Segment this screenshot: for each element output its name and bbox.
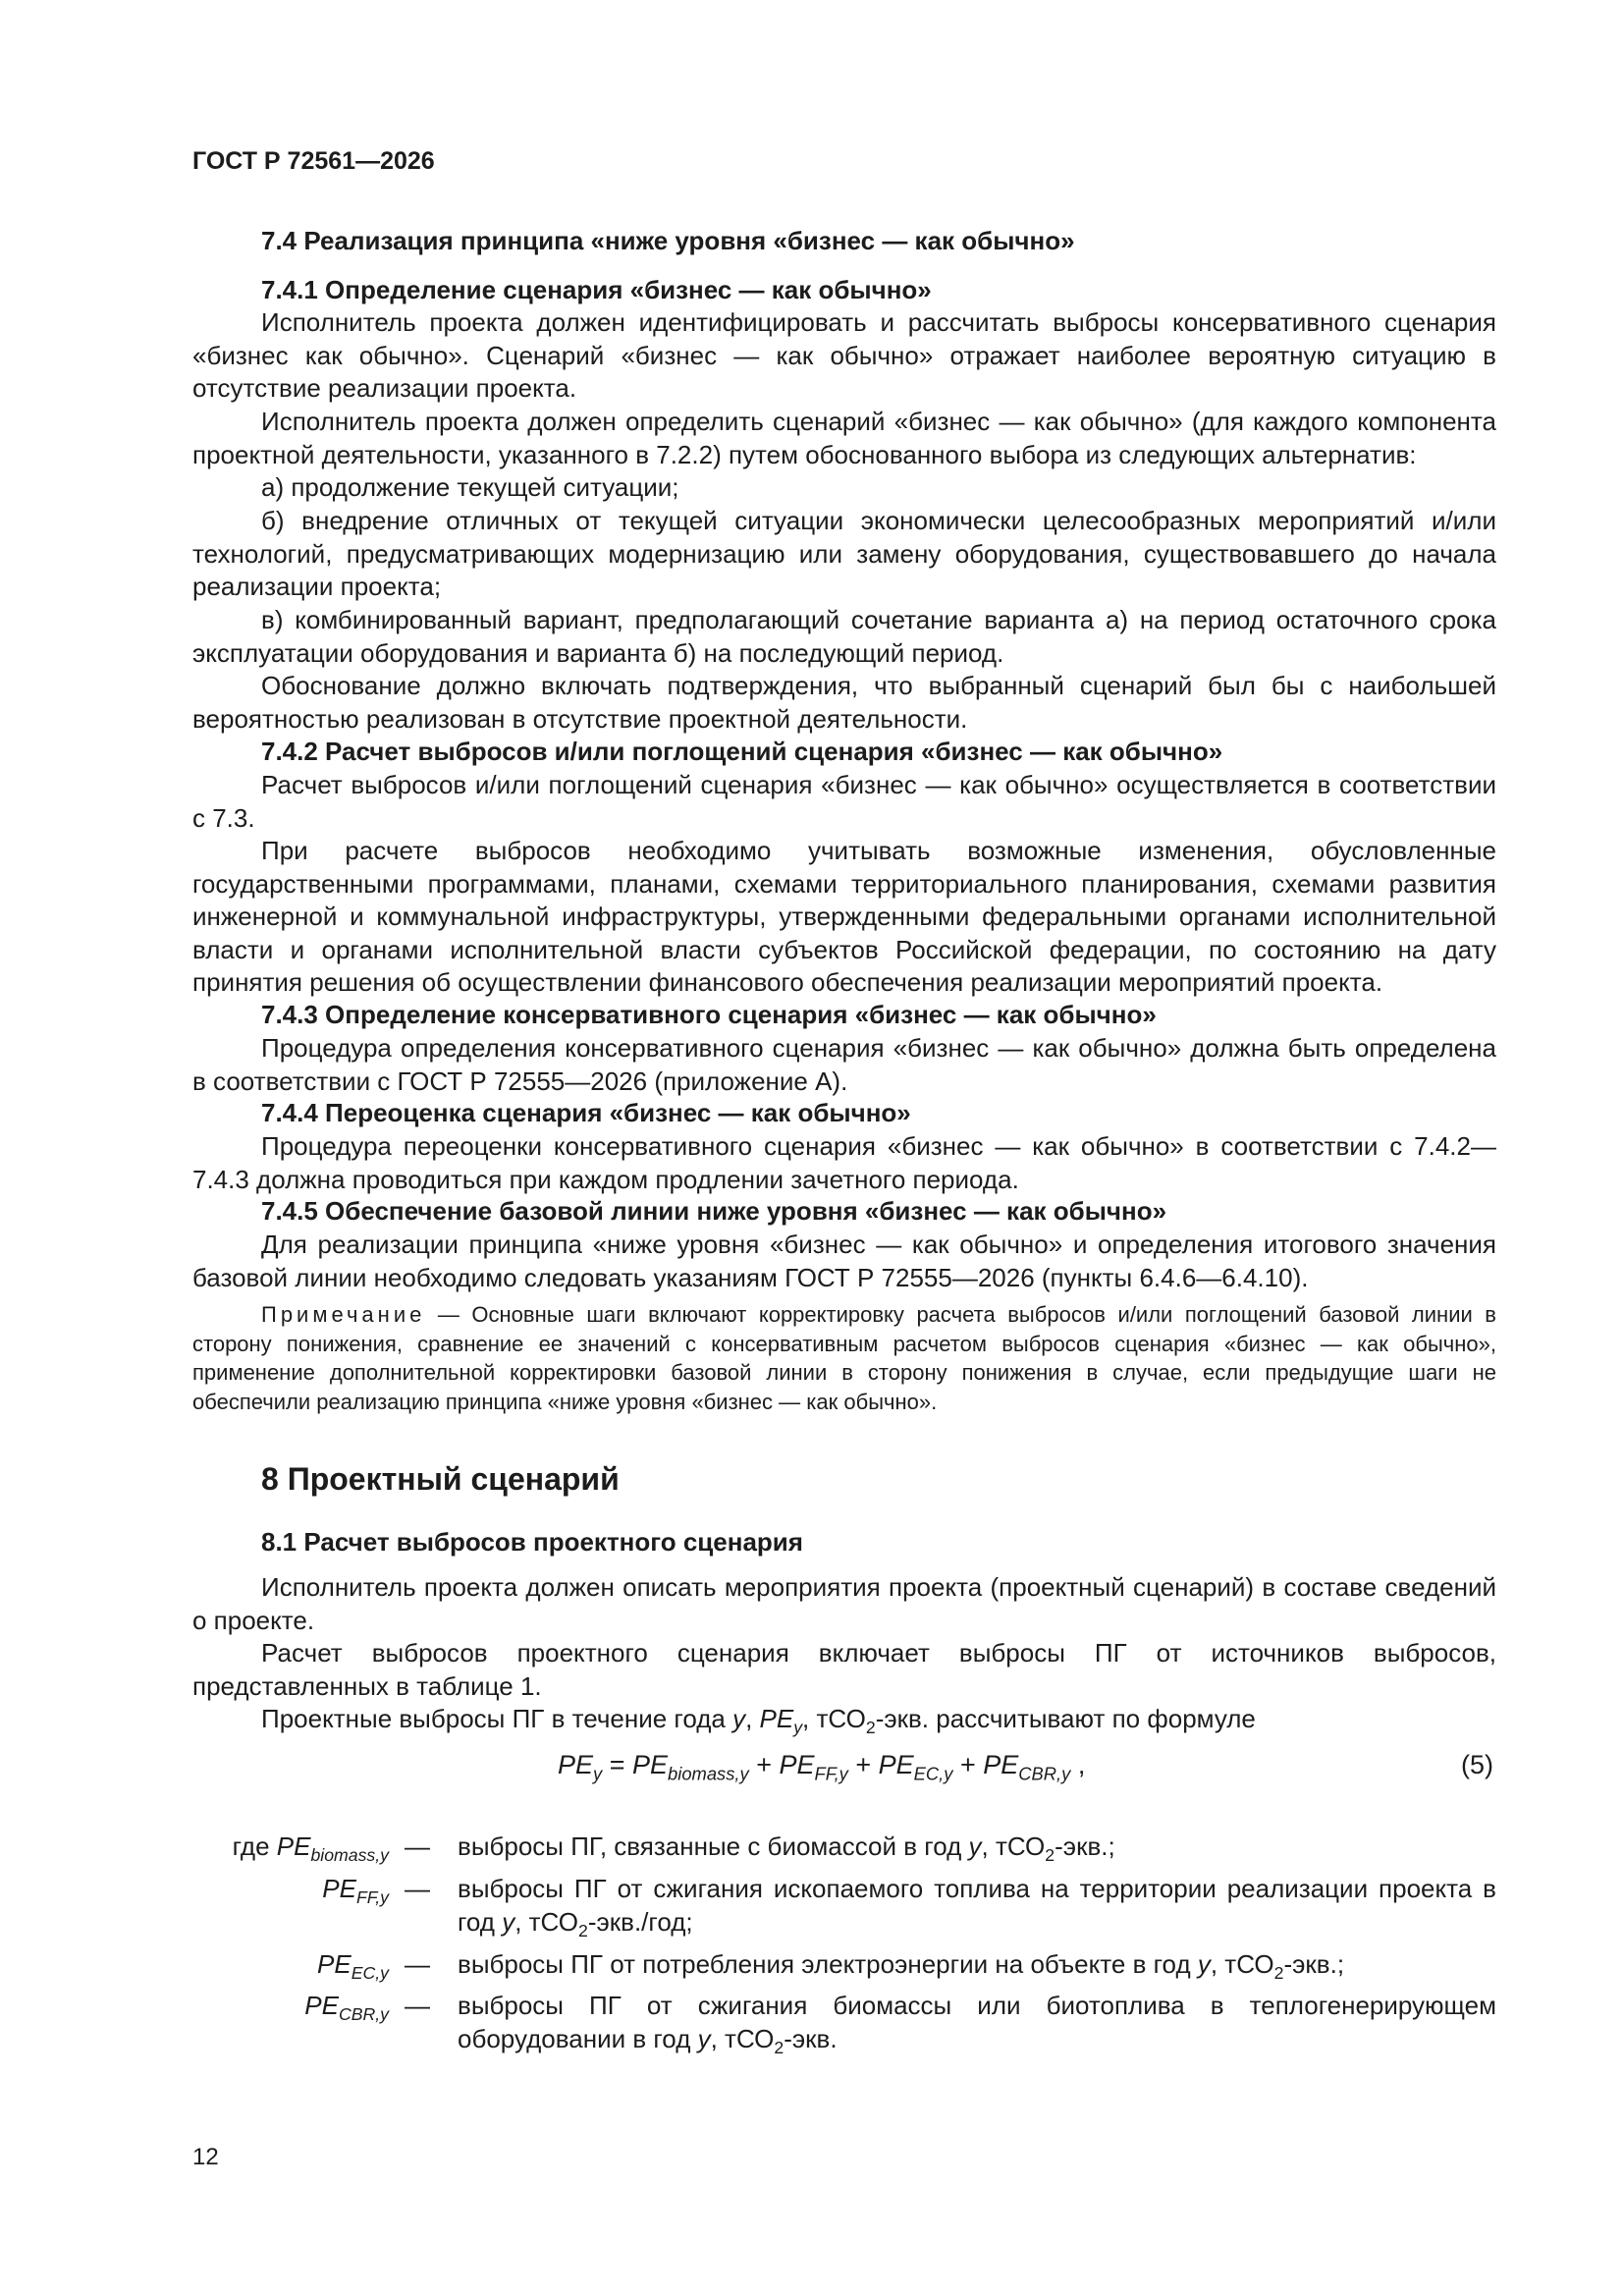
paragraph: Процедура определения консервативного сценария «бизнес — как обычно» должна быть определена в соответствии с ГОСТ Р 72555—2026 (приложение А).: [192, 1033, 1496, 1096]
where-symbol: $PE_{FF,y}$: [322, 1874, 389, 1908]
paragraph: Проектные выбросы ПГ в течение года y, $PE_y$, тСО$_2$-экв. рассчитывают по формуле: [261, 1704, 1256, 1738]
where-row: [192, 1948, 1496, 1988]
paragraph: Исполнитель проекта должен определить сценарий «бизнес — как обычно» (для каждого компонента проектной деятельности, указанного в 7.2.2) путем обоснованного выбора из следующих альтернатив:: [192, 407, 1496, 469]
where-description: выбросы ПГ от потребления электроэнергии на объекте в год y, тСО$_2$-экв.;: [458, 1949, 1345, 1984]
where-dash: —: [405, 1831, 430, 1861]
where-description: выбросы ПГ от сжигания биомассы или биотоплива в теплогенерирующем оборудовании в год y, тСО$_2$-экв.: [458, 1991, 1496, 2057]
note-label: Примечание: [261, 1302, 426, 1327]
paragraph: Расчет выбросов проектного сценария включает выбросы ПГ от источников выбросов, представленных в таблице 1.: [192, 1638, 1496, 1701]
where-row: [192, 1873, 1496, 1941]
list-item: б) внедрение отличных от текущей ситуации экономически целесообразных мероприятий и/или технологий, предусматривающих модернизацию или замену оборудования, существовавшего до начала реализации проекта;: [192, 506, 1496, 602]
paragraph: Процедура переоценки консервативного сценария «бизнес — как обычно» в соответствии с 7.4.2—7.4.3 должна проводиться при каждом продлении зачетного периода.: [192, 1131, 1496, 1194]
heading-8-1: 8.1 Расчет выбросов проектного сценария: [261, 1527, 803, 1557]
where-description: выбросы ПГ, связанные с биомассой в год y, тСО$_2$-экв.;: [458, 1831, 1115, 1866]
paragraph: Расчет выбросов и/или поглощений сценария «бизнес — как обычно» осуществляется в соответствии с 7.3.: [192, 770, 1496, 833]
paragraph: Для реализации принципа «ниже уровня «бизнес — как обычно» и определения итогового значения базовой линии необходимо следовать указаниям ГОСТ Р 72555—2026 (пункты 6.4.6—6.4.10).: [192, 1230, 1496, 1292]
where-symbol: $PE_{EC,y}$: [317, 1949, 389, 1984]
heading-7-4-1: 7.4.1 Определение сценария «бизнес — как обычно»: [261, 275, 932, 304]
where-symbol: где $PE_{biomass,y}$: [232, 1831, 389, 1866]
where-dash: —: [405, 1991, 430, 2020]
list-item: в) комбинированный вариант, предполагающий сочетание варианта а) на период остаточного срока эксплуатации оборудования и варианта б) на последующий период.: [192, 605, 1496, 668]
formula-number: (5): [1461, 1750, 1493, 1779]
formula: $PE_y = PE_{biomass,y} + PE_{FF,y} + PE_{EC,y} + PE_{CBR,y}$ ,: [558, 1750, 1086, 1784]
list-item: а) продолжение текущей ситуации;: [261, 472, 679, 502]
page-number: 12: [192, 2144, 219, 2170]
heading-7-4-2: 7.4.2 Расчет выбросов и/или поглощений сценария «бизнес — как обычно»: [261, 737, 1223, 766]
heading-7-4-4: 7.4.4 Переоценка сценария «бизнес — как обычно»: [261, 1098, 911, 1127]
where-description: выбросы ПГ от сжигания ископаемого топлива на территории реализации проекта в год y, тСО$_2$-экв./год;: [458, 1874, 1496, 1941]
where-dash: —: [405, 1874, 430, 1903]
where-symbol: $PE_{CBR,y}$: [304, 1991, 389, 2025]
heading-8: 8 Проектный сценарий: [261, 1461, 620, 1497]
where-dash: —: [405, 1949, 430, 1979]
document-id: ГОСТ Р 72561—2026: [192, 147, 435, 175]
where-row: [192, 1990, 1496, 2058]
paragraph: Исполнитель проекта должен описать мероприятия проекта (проектный сценарий) в составе сведений о проекте.: [192, 1572, 1496, 1635]
heading-7-4-5: 7.4.5 Обеспечение базовой линии ниже уровня «бизнес — как обычно»: [261, 1196, 1167, 1226]
paragraph: Обоснование должно включать подтверждения, что выбранный сценарий был бы с наибольшей вероятностью реализован в отсутствие проектной деятельности.: [192, 671, 1496, 734]
paragraph: Исполнитель проекта должен идентифицировать и рассчитать выбросы консервативного сценария «бизнес как обычно». Сценарий «бизнес — как обычно» отражает наиболее вероятную ситуацию в отсутствие реализации проекта.: [192, 307, 1496, 404]
paragraph: При расчете выбросов необходимо учитывать возможные изменения, обусловленные государственными программами, планами, схемами территориального планирования, схемами развития инженерной и коммунальной инфраструктуры, утвержденными федеральными органами исполнительной власти и органами исполнительной власти субъектов Российской федерации, по состоянию на дату принятия решения об осуществлении финансового обеспечения реализации мероприятий проекта.: [192, 836, 1496, 998]
where-row: [192, 1831, 1496, 1870]
note: [192, 1300, 1496, 1416]
heading-7-4: 7.4 Реализация принципа «ниже уровня «бизнес — как обычно»: [261, 226, 1075, 255]
note-text: — Основные шаги включают корректировку расчета выбросов и/или поглощений базовой линии в сторону понижения, сравнение ее значений с консервативным расчетом выбросов сценария «бизнес — как обычно», применение дополнительной корректировки базовой линии в сторону понижения в случае, если предыдущие шаги не обеспечили реализацию принципа «ниже уровня «бизнес — как обычно».: [192, 1302, 1496, 1414]
heading-7-4-3: 7.4.3 Определение консервативного сценария «бизнес — как обычно»: [261, 1000, 1157, 1029]
